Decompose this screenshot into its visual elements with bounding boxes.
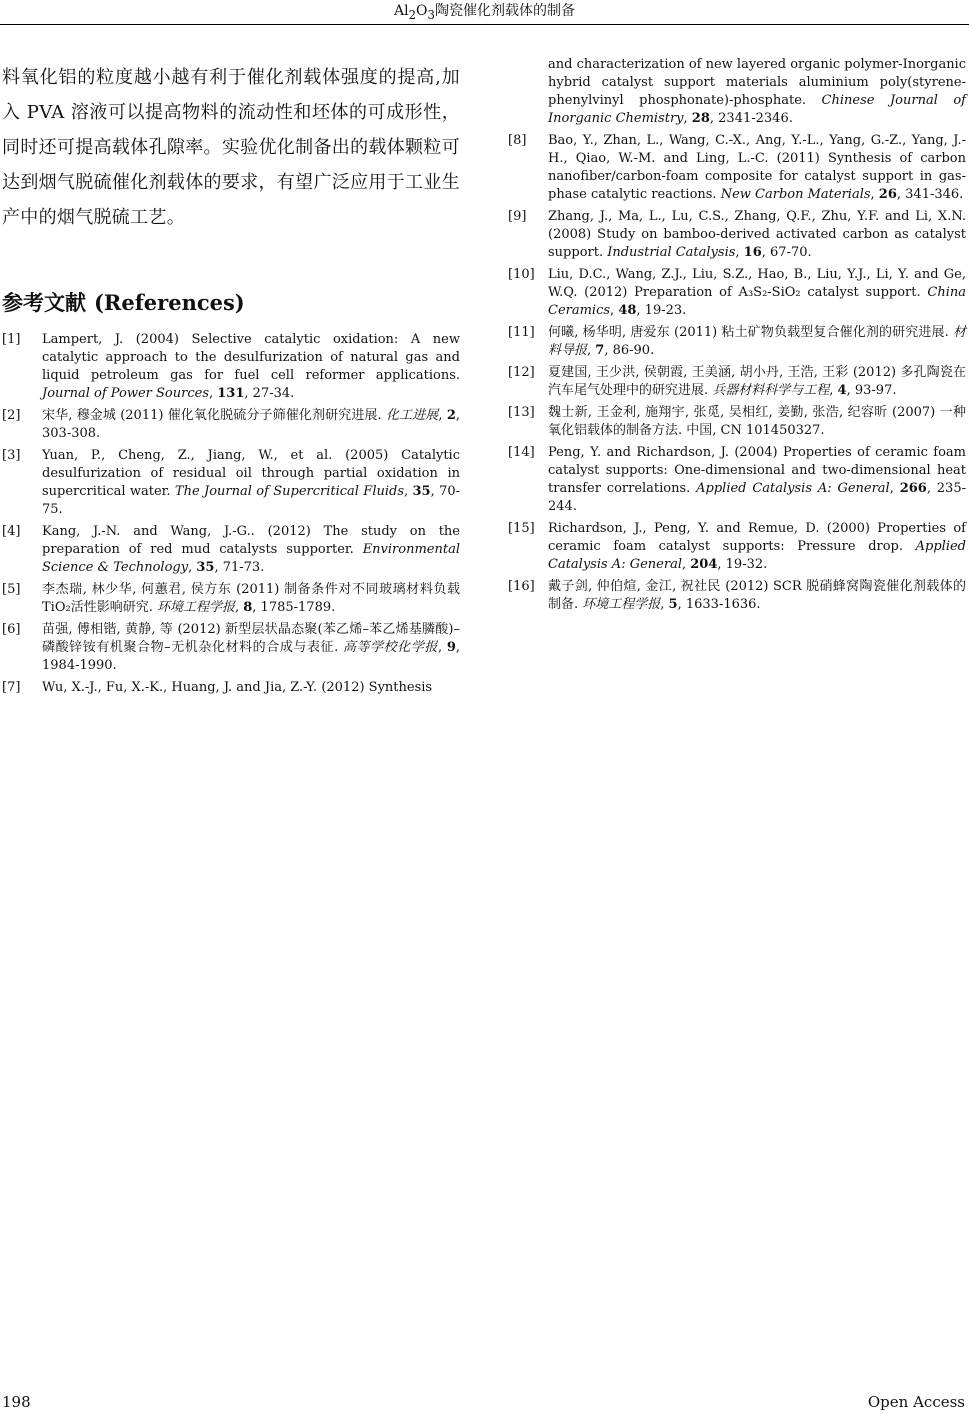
reference-text: Liu, D.C., Wang, Z.J., Liu, S.Z., Hao, B., Liu, Y.J., Li, Y. and Ge, W.Q. (2012) Preparation of A₃S₂-SiO₂ catalyst support. China Ceramics, 48, 19-23. [548,267,966,318]
reference-text: Peng, Y. and Richardson, J. (2004) Properties of ceramic foam catalyst supports: One-dimensional and two-dimensional heat transfer correlations. Applied Catalysis A: General, 266, 235-244. [548,445,966,514]
reference-number: [2] [2,408,21,423]
reference-number: [7] [2,680,21,695]
reference-number: [9] [508,209,527,224]
reference-number: [13] [508,405,535,420]
reference-text: Bao, Y., Zhan, L., Wang, C.-X., Ang, Y.-L., Yang, G.-Z., Yang, J.-H., Qiao, W.-M. and Ling, L.-C. (2011) Synthesis of carbon nanofiber/carbon-foam composite for catalyst support in gas-phase catalytic reactions. New Carbon Materials, 26, 341-346. [548,133,966,202]
reference-text: Lampert, J. (2004) Selective catalytic oxidation: A new catalytic approach to the desulfurization of natural gas and liquid petroleum gas for fuel cell reformer applications. Journal of Power Sources, 131, 27-34. [42,332,460,401]
reference-text: 何曦, 杨华明, 唐爱东 (2011) 粘土矿物负载型复合催化剂的研究进展. 材料导报, 7, 86-90. [548,325,966,358]
reference-text: 苗强, 傅相锴, 黄静, 等 (2012) 新型层状晶态聚(苯乙烯–苯乙烯基膦酸)–磷酸锌铵有机聚合物–无机杂化材料的合成与表征. 高等学校化学报, 9, 1984-1990. [42,622,460,673]
open-access-label: Open Access [867,1393,965,1411]
reference-7-continuation: and characterization of new layered organic polymer-Inorganic hybrid catalyst support materials aluminium poly(styrene-phenylvinyl phosphonate)-phosphate. Chinese Journal of Inorganic Chemistry, 28, 2341-2346. [548,57,966,126]
reference-text: 宋华, 穆金城 (2011) 催化氧化脱硫分子筛催化剂研究进展. 化工进展, 2, 303-308. [42,408,460,441]
reference-item [508,444,966,516]
reference-item [2,621,460,675]
reference-number: [5] [2,582,21,597]
reference-item [2,447,460,519]
reference-item [508,578,966,614]
reference-number: [3] [2,448,21,463]
reference-number: [11] [508,325,535,340]
reference-item [508,266,966,320]
reference-item [2,407,460,443]
reference-number: [16] [508,579,535,594]
reference-number: [1] [2,332,21,347]
right-column [508,56,966,618]
reference-number: [4] [2,524,21,539]
page-footer [2,1393,965,1411]
reference-number: [15] [508,521,535,536]
reference-text: Yuan, P., Cheng, Z., Jiang, W., et al. (2005) Catalytic desulfurization of residual oil through partial oxidation in supercritical water. The Journal of Supercritical Fluids, 35, 70-75. [42,448,461,517]
running-header: $Al_2O_3$陶瓷催化剂载体的制备 [0,0,969,25]
reference-list-left [2,331,460,697]
reference-item [508,364,966,400]
reference-item [508,324,966,360]
reference-item [2,523,460,577]
reference-text: 魏士新, 王金利, 施翔宇, 张觅, 吴相红, 姜勤, 张浩, 纪容昕 (2007) 一种氧化铝载体的制备方法. 中国, CN 101450327. [548,405,966,438]
reference-item [508,208,966,262]
reference-number: [14] [508,445,535,460]
reference-text: 戴子剑, 仲伯煊, 金江, 祝社民 (2012) SCR 脱硝蜂窝陶瓷催化剂载体的制备. 环境工程学报, 5, 1633-1636. [548,579,966,612]
left-column [2,60,460,701]
reference-text: Wu, X.-J., Fu, X.-K., Huang, J. and Jia, Z.-Y. (2012) Synthesis [42,680,433,695]
reference-list-right [508,132,966,614]
reference-text: 夏建国, 王少洪, 侯朝霞, 王美涵, 胡小丹, 王浩, 王彩 (2012) 多孔陶瓷在汽车尾气处理中的研究进展. 兵器材料科学与工程, 4, 93-97. [548,365,966,398]
reference-text: Zhang, J., Ma, L., Lu, C.S., Zhang, Q.F., Zhu, Y.F. and Li, X.N. (2008) Study on bamboo-derived activated carbon as catalyst support. Industrial Catalysis, 16, 67-70. [548,209,966,260]
references-heading: 参考文献 (References) [2,290,245,315]
reference-number: [12] [508,365,535,380]
reference-text: 李杰瑞, 林少华, 何蕙君, 侯方东 (2011) 制备条件对不同玻璃材料负载 TiO₂活性影响研究. 环境工程学报, 8, 1785-1789. [42,582,460,615]
reference-item [2,679,460,697]
reference-item [2,331,460,403]
reference-item [508,404,966,440]
reference-text: Kang, J.-N. and Wang, J.-G.. (2012) The study on the preparation of red mud catalysts supporter. Environmental Science & Technology, 35, 71-73. [42,524,460,575]
reference-item [508,132,966,204]
reference-item [2,581,460,617]
reference-number: [8] [508,133,527,148]
reference-number: [6] [2,622,21,637]
reference-item [508,520,966,574]
conclusion-paragraph: 料氧化铝的粒度越小越有利于催化剂载体强度的提高,加入 PVA 溶液可以提高物料的流动性和坯体的可成形性，同时还可提高载体孔隙率。实验优化制备出的载体颗粒可达到烟气脱硫催化剂载体的要求，有望广泛应用于工业生产中的烟气脱硫工艺。 [2,67,460,228]
page-number: 198 [2,1393,31,1411]
reference-number: [10] [508,267,535,282]
reference-text: Richardson, J., Peng, Y. and Remue, D. (2000) Properties of ceramic foam catalyst supports: Pressure drop. Applied Catalysis A: General, 204, 19-32. [548,521,966,572]
